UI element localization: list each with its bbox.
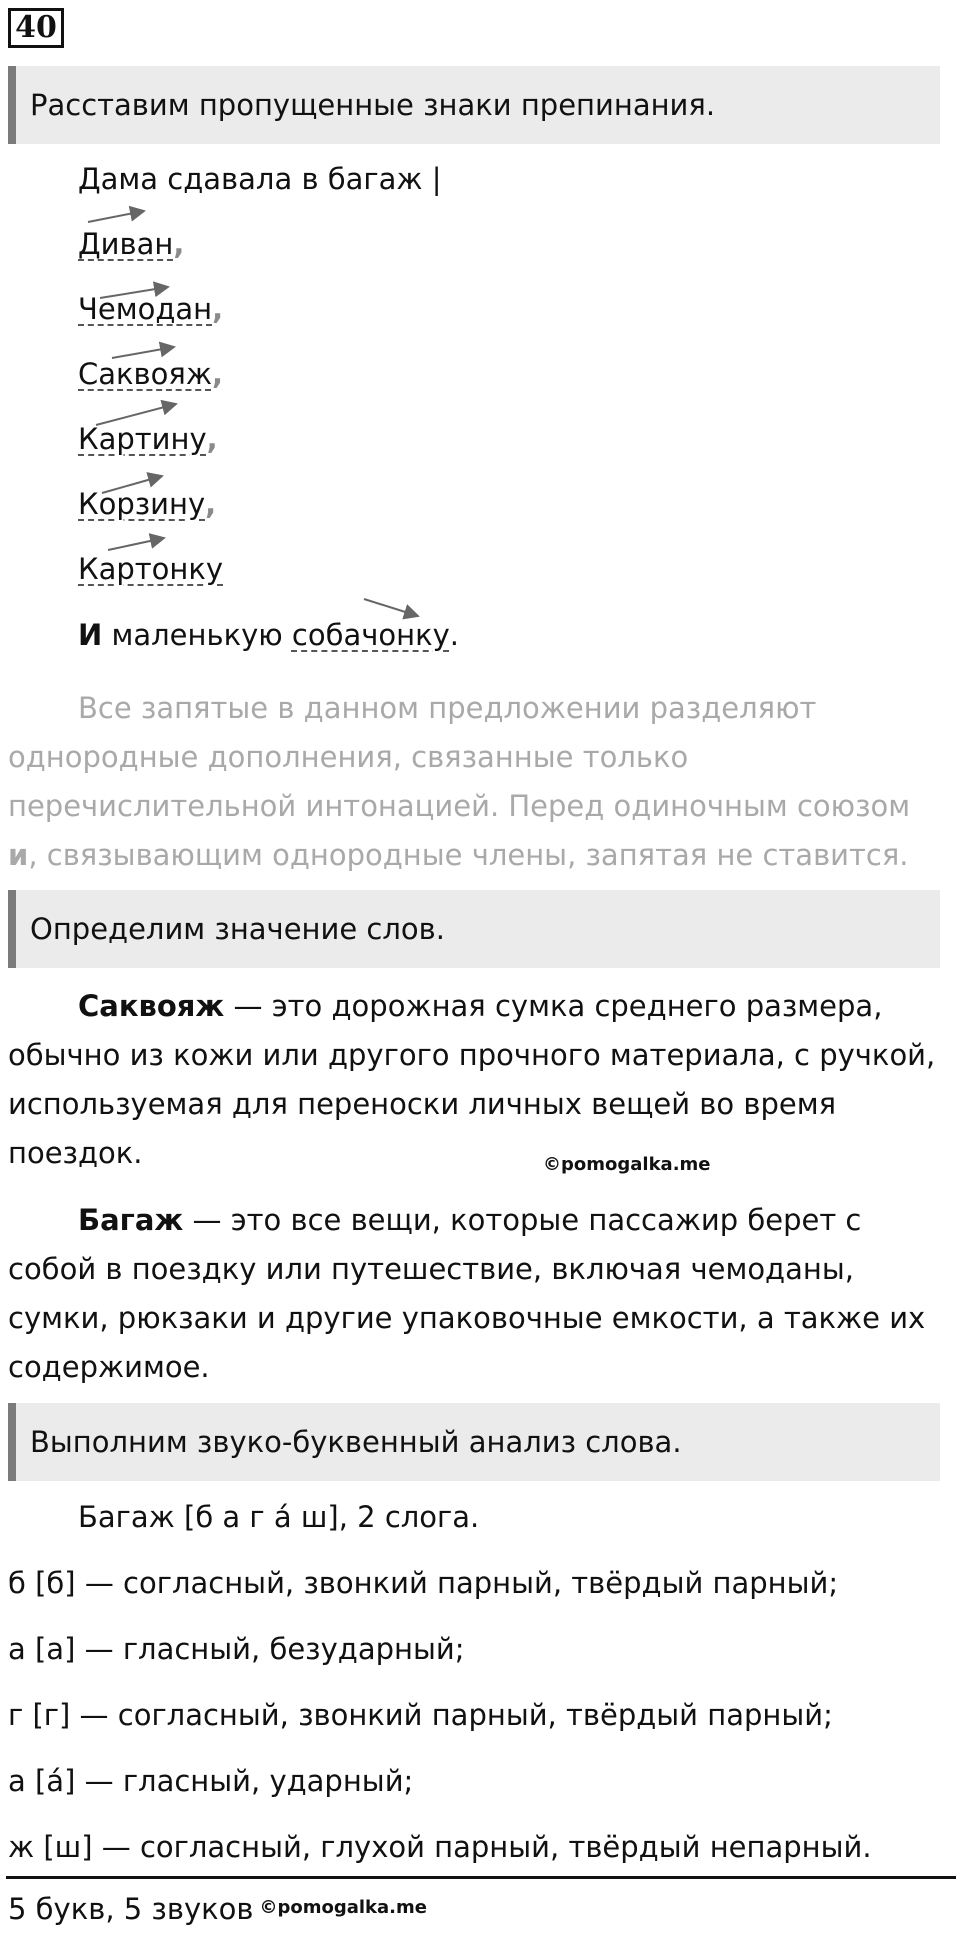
arrows-diagram <box>0 0 960 700</box>
definition-sakvoyazh <box>8 982 943 1178</box>
watermark: ©pomogalka.me <box>543 1154 711 1175</box>
object-word: Чемодан <box>78 292 213 326</box>
explanation-bold: и <box>8 838 29 872</box>
sound-line: а [а] — гласный, безударный; <box>8 1632 465 1666</box>
summary-line <box>8 1892 427 1926</box>
sound-line: а [а́] — гласный, ударный; <box>8 1764 414 1798</box>
inserted-comma: , <box>205 487 217 521</box>
definition-bagazh <box>8 1196 943 1392</box>
inserted-comma: , <box>211 357 223 391</box>
inserted-comma: , <box>206 422 218 456</box>
inserted-comma: , <box>173 227 185 261</box>
arrow <box>96 404 176 425</box>
period: . <box>449 618 459 652</box>
object-word: собачонку <box>291 618 450 652</box>
inserted-comma: , <box>212 292 224 326</box>
task-number: 40 <box>8 8 64 48</box>
section-heading-text: Выполним звуко-буквенный анализ слова. <box>30 1425 682 1459</box>
explanation-text: , связывающим однородные члены, запятая не ставится. <box>28 838 909 872</box>
sound-line: б [б] — согласный, звонкий парный, твёрдый парный; <box>8 1566 839 1600</box>
arrow <box>102 476 162 493</box>
arrow <box>100 287 168 298</box>
arrow <box>108 538 164 550</box>
section-heading-text: Расставим пропущенные знаки препинания. <box>30 88 716 122</box>
explanation-text: Все запятые в данном предложении разделяют однородные дополнения, связанные только перечислительной интонацией. Перед одиночным союзом <box>8 691 911 823</box>
sentence-first-line: Дама сдавала в багаж | <box>78 162 442 196</box>
sound-line: г [г] — согласный, звонкий парный, твёрдый парный; <box>8 1698 833 1732</box>
definition-term: Саквояж <box>78 989 225 1023</box>
watermark: ©pomogalka.me <box>259 1897 427 1918</box>
arrow <box>364 599 418 616</box>
definition-text: — это дорожная сумка среднего размера, обычно из кожи или другого прочного материала, с ручкой, используемая для переноски личных вещей во время поездок. <box>8 989 936 1170</box>
sound-line: ж [ш] — согласный, глухой парный, твёрдый непарный. <box>8 1830 872 1864</box>
object-word: Саквояж <box>78 357 212 391</box>
transcription-line: Багаж [б а г а́ ш], 2 слога. <box>78 1500 480 1534</box>
section-heading-meanings <box>8 890 940 968</box>
object-word: Диван <box>78 227 174 261</box>
object-word: Корзину <box>78 487 206 521</box>
object-word: Картину <box>78 422 207 456</box>
definition-text: — это все вещи, которые пассажир берет с собой в поездку или путешествие, включая чемоданы, сумки, рюкзаки и другие упаковочные емкости, а также их содержимое. <box>8 1203 926 1384</box>
arrow <box>88 211 144 222</box>
punctuation-explanation <box>8 684 943 880</box>
definition-term: Багаж <box>78 1203 184 1237</box>
arrow <box>112 347 174 358</box>
object-word: Картонку <box>78 552 224 586</box>
summary-text: 5 букв, 5 звуков <box>8 1892 254 1926</box>
section-heading-text: Определим значение слов. <box>30 912 445 946</box>
conjunction: И <box>78 618 103 652</box>
section-heading-analysis <box>8 1403 940 1481</box>
plain-text: маленькую <box>102 618 292 652</box>
divider <box>6 1876 956 1879</box>
